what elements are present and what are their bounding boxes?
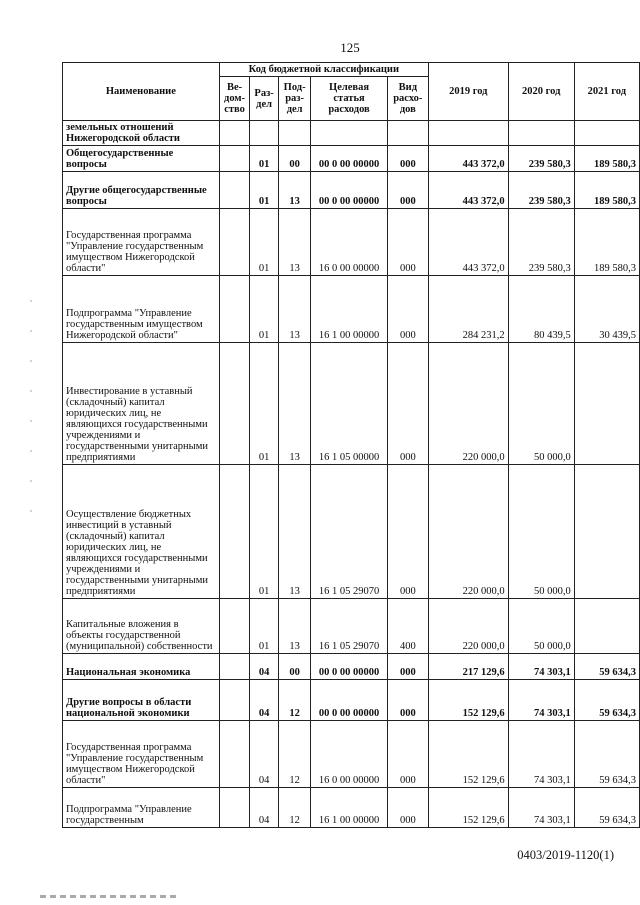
row-vedomstvo: [219, 172, 250, 209]
row-name: Общегосударственные вопросы: [63, 146, 220, 172]
row-podrazdel: 00: [278, 146, 310, 172]
row-name: Подпрограмма "Управление государственным: [63, 788, 220, 828]
row-amount-2021: [574, 121, 639, 146]
scan-margin-marks: [30, 300, 32, 520]
row-amount-2020: 74 303,1: [508, 721, 574, 788]
scan-artifact: [40, 895, 180, 898]
row-name: земельных отношений Нижегородской области: [63, 121, 220, 146]
row-amount-2019: 152 129,6: [428, 680, 508, 721]
row-podrazdel: [278, 121, 310, 146]
header-podrazdel: Под- раз- дел: [278, 77, 310, 121]
row-vid: [387, 121, 428, 146]
row-vedomstvo: [219, 209, 250, 276]
row-razdel: 04: [250, 721, 279, 788]
table-row: [63, 721, 640, 788]
header-2019: 2019 год: [428, 63, 508, 121]
row-vedomstvo: [219, 121, 250, 146]
footer-document-code: 0403/2019-1120(1): [517, 848, 614, 862]
row-celevaya: 16 1 05 00000: [311, 343, 387, 465]
row-podrazdel: 13: [278, 599, 310, 654]
row-vedomstvo: [219, 465, 250, 599]
row-amount-2020: [508, 121, 574, 146]
row-amount-2021: [574, 599, 639, 654]
table-body: [63, 121, 640, 828]
row-amount-2021: 59 634,3: [574, 788, 639, 828]
row-vedomstvo: [219, 276, 250, 343]
row-vedomstvo: [219, 654, 250, 680]
row-amount-2019: 152 129,6: [428, 721, 508, 788]
row-razdel: 01: [250, 599, 279, 654]
row-podrazdel: 13: [278, 209, 310, 276]
row-amount-2020: 239 580,3: [508, 146, 574, 172]
header-vid: Вид расхо- дов: [387, 77, 428, 121]
row-amount-2019: 220 000,0: [428, 343, 508, 465]
row-name: Подпрограмма "Управление государственным имуществом Нижегородской области": [63, 276, 220, 343]
row-razdel: 04: [250, 654, 279, 680]
page-number: 125: [340, 40, 360, 55]
row-podrazdel: 13: [278, 276, 310, 343]
row-celevaya: 00 0 00 00000: [311, 172, 387, 209]
header-vedomstvo: Ве- дом- ство: [219, 77, 250, 121]
row-amount-2019: 443 372,0: [428, 209, 508, 276]
row-vid: 400: [387, 599, 428, 654]
table-row: [63, 146, 640, 172]
row-name: Национальная экономика: [63, 654, 220, 680]
row-razdel: [250, 121, 279, 146]
row-vedomstvo: [219, 680, 250, 721]
row-vid: 000: [387, 465, 428, 599]
row-amount-2021: 189 580,3: [574, 172, 639, 209]
row-amount-2020: 50 000,0: [508, 465, 574, 599]
row-celevaya: 00 0 00 00000: [311, 146, 387, 172]
row-amount-2021: 30 439,5: [574, 276, 639, 343]
row-vedomstvo: [219, 343, 250, 465]
row-razdel: 01: [250, 465, 279, 599]
row-razdel: 01: [250, 146, 279, 172]
row-celevaya: 16 1 00 00000: [311, 276, 387, 343]
row-podrazdel: 12: [278, 680, 310, 721]
budget-table: [62, 62, 640, 828]
table-row: [63, 121, 640, 146]
row-amount-2019: [428, 121, 508, 146]
table-row: [63, 276, 640, 343]
row-vid: 000: [387, 343, 428, 465]
row-amount-2019: 443 372,0: [428, 146, 508, 172]
row-amount-2019: 220 000,0: [428, 465, 508, 599]
row-name: Другие общегосударственные вопросы: [63, 172, 220, 209]
header-kbk-group: Код бюджетной классификации: [219, 63, 428, 77]
row-podrazdel: 13: [278, 172, 310, 209]
table-row: [63, 599, 640, 654]
row-amount-2020: 80 439,5: [508, 276, 574, 343]
row-vedomstvo: [219, 721, 250, 788]
row-celevaya: 16 0 00 00000: [311, 721, 387, 788]
row-vid: 000: [387, 172, 428, 209]
row-amount-2021: 189 580,3: [574, 146, 639, 172]
row-vid: 000: [387, 721, 428, 788]
row-celevaya: 16 1 00 00000: [311, 788, 387, 828]
row-amount-2019: 284 231,2: [428, 276, 508, 343]
row-celevaya: [311, 121, 387, 146]
table-row: [63, 654, 640, 680]
row-podrazdel: 13: [278, 465, 310, 599]
row-amount-2021: 59 634,3: [574, 654, 639, 680]
row-amount-2019: 220 000,0: [428, 599, 508, 654]
row-vedomstvo: [219, 599, 250, 654]
row-amount-2020: 50 000,0: [508, 343, 574, 465]
header-name: Наименование: [63, 63, 220, 121]
table-row: [63, 172, 640, 209]
row-name: Другие вопросы в области национальной экономики: [63, 680, 220, 721]
row-name: Инвестирование в уставный (складочный) капитал юридических лиц, не являющихся государственными учреждениями и государственными унитарными предприятиями: [63, 343, 220, 465]
row-vid: 000: [387, 276, 428, 343]
row-podrazdel: 00: [278, 654, 310, 680]
row-vid: 000: [387, 654, 428, 680]
row-amount-2020: 74 303,1: [508, 654, 574, 680]
header-razdel: Раз- дел: [250, 77, 279, 121]
row-vedomstvo: [219, 146, 250, 172]
table-row: [63, 209, 640, 276]
header-celevaya: Целевая статья расходов: [311, 77, 387, 121]
row-podrazdel: 12: [278, 721, 310, 788]
row-amount-2019: 152 129,6: [428, 788, 508, 828]
row-razdel: 01: [250, 343, 279, 465]
row-amount-2021: 59 634,3: [574, 680, 639, 721]
table-row: [63, 465, 640, 599]
row-razdel: 01: [250, 209, 279, 276]
row-name: Осуществление бюджетных инвестиций в уставный (складочный) капитал юридических лиц, не являющихся государственными учреждениями и государственными унитарными предприятиями: [63, 465, 220, 599]
row-vid: 000: [387, 680, 428, 721]
row-amount-2020: 74 303,1: [508, 680, 574, 721]
row-amount-2019: 217 129,6: [428, 654, 508, 680]
row-amount-2021: 189 580,3: [574, 209, 639, 276]
row-razdel: 01: [250, 276, 279, 343]
row-razdel: 04: [250, 788, 279, 828]
header-2021: 2021 год: [574, 63, 639, 121]
row-name: Государственная программа "Управление государственным имуществом Нижегородской области": [63, 721, 220, 788]
row-name: Государственная программа "Управление государственным имуществом Нижегородской области": [63, 209, 220, 276]
table-row: [63, 788, 640, 828]
row-vedomstvo: [219, 788, 250, 828]
row-celevaya: 00 0 00 00000: [311, 654, 387, 680]
table-row: [63, 343, 640, 465]
row-celevaya: 16 1 05 29070: [311, 599, 387, 654]
row-amount-2020: 239 580,3: [508, 209, 574, 276]
row-amount-2019: 443 372,0: [428, 172, 508, 209]
row-celevaya: 16 0 00 00000: [311, 209, 387, 276]
row-name: Капитальные вложения в объекты государственной (муниципальной) собственности: [63, 599, 220, 654]
header-2020: 2020 год: [508, 63, 574, 121]
row-celevaya: 16 1 05 29070: [311, 465, 387, 599]
row-razdel: 01: [250, 172, 279, 209]
row-amount-2020: 50 000,0: [508, 599, 574, 654]
row-podrazdel: 12: [278, 788, 310, 828]
row-amount-2021: 59 634,3: [574, 721, 639, 788]
row-razdel: 04: [250, 680, 279, 721]
row-vid: 000: [387, 209, 428, 276]
row-vid: 000: [387, 146, 428, 172]
row-celevaya: 00 0 00 00000: [311, 680, 387, 721]
table-row: [63, 680, 640, 721]
row-amount-2020: 74 303,1: [508, 788, 574, 828]
row-podrazdel: 13: [278, 343, 310, 465]
row-vid: 000: [387, 788, 428, 828]
row-amount-2021: [574, 343, 639, 465]
row-amount-2021: [574, 465, 639, 599]
row-amount-2020: 239 580,3: [508, 172, 574, 209]
